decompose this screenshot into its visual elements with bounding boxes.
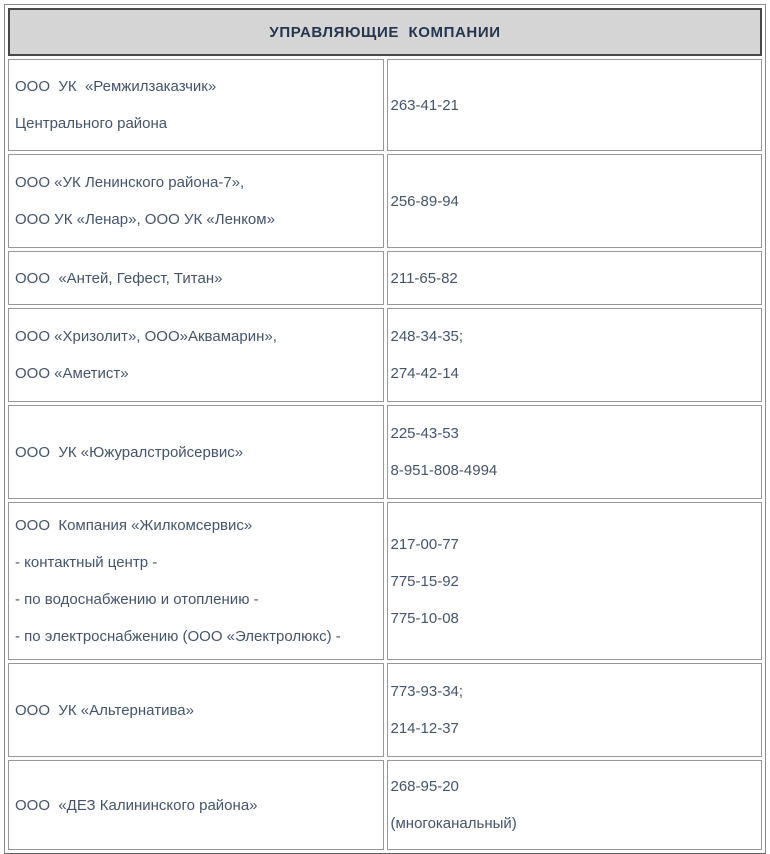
table-row	[8, 59, 762, 151]
company-cell	[8, 502, 384, 660]
company-name: ООО «УК Ленинского района-7»,	[15, 174, 245, 191]
company-cell	[8, 154, 384, 248]
company-cell	[8, 405, 384, 499]
phone-cell	[387, 59, 763, 151]
phone-number: 217-00-77	[390, 535, 459, 553]
table-row	[8, 760, 762, 850]
phone-number: 274-42-14	[390, 365, 459, 382]
phone-cell	[387, 502, 763, 660]
company-name: ООО УК «Южуралстройсервис»	[15, 443, 244, 461]
phone-number: 8-951-808-4994	[390, 462, 498, 479]
table-title: УПРАВЛЯЮЩИЕ КОМПАНИИ	[8, 8, 762, 56]
phone-cell	[387, 663, 763, 757]
company-name: Центрального района	[15, 115, 168, 132]
header-row	[8, 8, 762, 56]
company-name: ООО Компания «Жилкомсервис»	[15, 517, 253, 534]
company-service-line: - контактный центр -	[15, 554, 158, 571]
company-cell	[8, 59, 384, 151]
table-row	[8, 502, 762, 660]
company-name: ООО «Хризолит», ООО»Аквамарин»,	[15, 328, 277, 345]
phone-note: (многоканальный)	[390, 815, 517, 832]
company-name: ООО «Антей, Гефест, Титан»	[15, 269, 223, 287]
table-row	[8, 154, 762, 248]
company-cell	[8, 663, 384, 757]
table-row	[8, 308, 762, 402]
company-cell	[8, 308, 384, 402]
phone-cell	[387, 308, 763, 402]
phone-number: 263-41-21	[390, 96, 459, 114]
phone-number: 773-93-34;	[390, 683, 464, 700]
table-row	[8, 405, 762, 499]
company-cell	[8, 251, 384, 305]
table-row	[8, 251, 762, 305]
company-name: ООО УК «Альтернатива»	[15, 701, 194, 719]
phone-cell	[387, 154, 763, 248]
phone-cell	[387, 405, 763, 499]
phone-number: 225-43-53	[390, 425, 459, 442]
company-name: ООО УК «Ленар», ООО УК «Ленком»	[15, 211, 275, 228]
company-name: ООО «ДЕЗ Калининского района»	[15, 796, 258, 814]
company-service-line: - по электроснабжению (ООО «Электролюкс) -	[15, 628, 341, 645]
table-row	[8, 663, 762, 757]
management-companies-table	[4, 4, 766, 854]
company-name: ООО «Аметист»	[15, 365, 129, 382]
company-name: ООО УК «Ремжилзаказчик»	[15, 78, 217, 95]
phone-number: 256-89-94	[390, 192, 459, 210]
phone-number: 214-12-37	[390, 720, 459, 737]
phone-cell	[387, 760, 763, 850]
phone-number: 211-65-82	[390, 269, 458, 287]
company-service-line: - по водоснабжению и отоплению -	[15, 591, 259, 608]
phone-number: 775-15-92	[390, 572, 459, 590]
phone-number: 248-34-35;	[390, 328, 464, 345]
phone-number: 775-10-08	[390, 609, 459, 627]
phone-cell	[387, 251, 763, 305]
phone-number: 268-95-20	[390, 778, 459, 795]
company-cell	[8, 760, 384, 850]
